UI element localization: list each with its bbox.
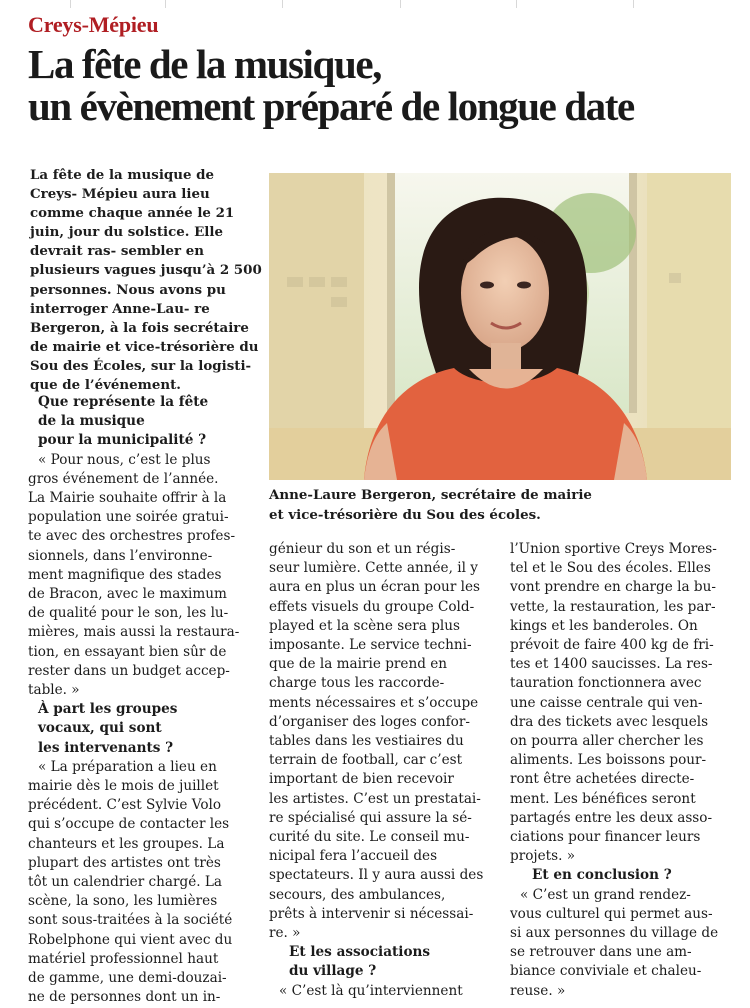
- body-text-line: « C’est là qu’interviennent: [279, 982, 463, 999]
- interview-question-line: À part les groupes: [38, 701, 178, 718]
- body-text-line: vette, la restauration, les par-: [510, 598, 716, 615]
- body-column-1: [28, 393, 253, 1008]
- interview-question-line: pour la municipalité ?: [38, 432, 207, 449]
- body-text-line: projets. »: [510, 848, 576, 865]
- body-text-line: played et la scène sera plus: [269, 617, 460, 634]
- body-text-line: « La préparation a lieu en: [38, 758, 217, 775]
- body-text-line: prévoit de faire 400 kg de fri-: [510, 637, 714, 654]
- body-text-line: kings et les banderoles. On: [510, 617, 698, 634]
- lead-line: jusqu’à 2 500 personnes. Nous: [30, 262, 262, 298]
- body-text-line: se retrouver dans une am-: [510, 944, 692, 961]
- body-text-line: gros événement de l’année.: [28, 470, 219, 487]
- photo-caption: [269, 486, 731, 525]
- body-text-line: tauration fonctionnera avec: [510, 675, 702, 692]
- interview-question-line: du village ?: [289, 963, 377, 980]
- caption-line: et vice-trésorière du Sou des écoles.: [269, 506, 541, 523]
- interview-question-line: Et les associations: [289, 944, 431, 961]
- body-text-line: ciations pour financer leurs: [510, 829, 701, 846]
- body-text-line: précédent. C’est Sylvie Volo: [28, 797, 222, 814]
- lead-line: Sou des Écoles, sur la logisti-: [30, 357, 252, 374]
- body-text-line: on pourra aller chercher les: [510, 733, 704, 750]
- body-text-line: ront être achetées directe-: [510, 771, 695, 788]
- body-text-line: qui s’occupe de contacter les: [28, 816, 230, 833]
- body-text-line: chanteurs et les groupes. La: [28, 835, 225, 852]
- body-text-line: table. »: [28, 682, 80, 699]
- body-text-line: une caisse centrale qui ven-: [510, 694, 703, 711]
- body-text-line: imposante. Le service techni-: [269, 637, 472, 654]
- body-text-line: d’organiser des loges confor-: [269, 713, 470, 730]
- body-text-line: spectateurs. Il y aura aussi des: [269, 867, 484, 884]
- lead-line: avons pu interroger Anne-Lau-: [30, 281, 226, 317]
- interview-question-line: vocaux, qui sont: [38, 720, 162, 737]
- portrait-illustration: [269, 173, 731, 480]
- body-text-line: ment magnifique des stades: [28, 566, 222, 583]
- body-text-line: sont sous-traitées à la société: [28, 912, 233, 929]
- body-text-line: Robelphone qui vient avec du: [28, 931, 233, 948]
- body-text-line: mairie dès le mois de juillet: [28, 778, 219, 795]
- body-text-line: ne de personnes dont un in-: [28, 989, 221, 1006]
- headline-line-2: un évènement préparé de longue date: [28, 83, 634, 129]
- caption-line: Anne-Laure Bergeron, secrétaire de mairie: [269, 487, 592, 503]
- lead-line: de mairie et vice-trésorière du: [30, 338, 259, 355]
- interview-question-line: de la musique: [38, 413, 145, 430]
- section-kicker: Creys-Mépieu: [28, 12, 159, 37]
- body-text-line: effets visuels du groupe Cold-: [269, 598, 475, 615]
- body-text-line: mières, mais aussi la restaura-: [28, 624, 240, 641]
- article-headline: [28, 43, 748, 127]
- body-text-line: de Bracon, avec le maximum: [28, 586, 227, 603]
- body-text-line: te avec des orchestres profes-: [28, 528, 236, 545]
- body-text-line: important de bien recevoir: [269, 771, 454, 788]
- body-text-line: re spécialisé qui assure la sé-: [269, 809, 472, 826]
- body-text-line: de qualité pour le son, les lu-: [28, 605, 229, 622]
- interview-question-line: Et en conclusion ?: [532, 867, 672, 884]
- page-top-rule: [0, 0, 750, 8]
- body-text-line: re. »: [269, 925, 301, 942]
- body-text-line: tôt un calendrier chargé. La: [28, 874, 223, 891]
- body-text-line: les artistes. C’est un prestatai-: [269, 790, 481, 807]
- body-text-line: « C’est un grand rendez-: [520, 886, 691, 903]
- body-text-line: l’Union sportive Creys Mores-: [510, 541, 717, 557]
- body-text-line: dra des tickets avec lesquels: [510, 713, 709, 730]
- body-text-line: prêts à intervenir si nécessai-: [269, 905, 474, 922]
- interview-question-line: les intervenants ?: [38, 739, 174, 756]
- body-text-line: rester dans un budget accep-: [28, 662, 230, 679]
- body-text-line: secours, des ambulances,: [269, 886, 446, 903]
- body-text-line: vont prendre en charge la bu-: [510, 579, 716, 596]
- body-text-line: tion, en essayant bien sûr de: [28, 643, 227, 660]
- lead-line: du solstice. Elle devrait ras-: [30, 224, 223, 260]
- body-text-line: que de la mairie prend en: [269, 656, 448, 673]
- lead-line: chaque année le 21 juin, jour: [30, 205, 235, 241]
- body-column-3: [510, 540, 735, 1001]
- body-text-line: biance conviviale et chaleu-: [510, 963, 702, 980]
- body-text-line: vous culturel qui permet aus-: [510, 905, 713, 922]
- body-text-line: nicipal fera l’accueil des: [269, 848, 438, 865]
- body-text-line: partagés entre les deux asso-: [510, 809, 713, 826]
- body-text-line: plupart des artistes ont très: [28, 854, 221, 871]
- lead-line: re Bergeron, à la fois secrétaire: [30, 300, 249, 336]
- body-text-line: tes et 1400 saucisses. La res-: [510, 656, 713, 673]
- lead-line: La fête de la musique de Creys-: [30, 167, 215, 203]
- body-text-line: aura en plus un écran pour les: [269, 579, 481, 596]
- lead-line: Mépieu aura lieu comme: [30, 186, 210, 222]
- body-text-line: aliments. Les boissons pour-: [510, 752, 707, 769]
- body-text-line: reuse. »: [510, 982, 566, 999]
- body-text-line: « Pour nous, c’est le plus: [38, 451, 211, 468]
- body-text-line: ment. Les bénéfices seront: [510, 790, 696, 807]
- body-text-line: matériel professionnel haut: [28, 950, 219, 967]
- body-text-line: tables dans les vestiaires du: [269, 733, 464, 750]
- body-text-line: tel et le Sou des écoles. Elles: [510, 560, 711, 577]
- article-lead: [30, 166, 262, 395]
- interview-question-line: Que représente la fête: [38, 394, 209, 410]
- body-text-line: sionnels, dans l’environne-: [28, 547, 213, 564]
- lead-line: sembler en plusieurs vagues: [30, 243, 205, 279]
- body-text-line: seur lumière. Cette année, il y: [269, 560, 478, 577]
- body-text-line: ments nécessaires et s’occupe: [269, 694, 479, 711]
- body-text-line: génieur du son et un régis-: [269, 541, 456, 557]
- body-column-2: [269, 540, 494, 1001]
- body-text-line: La Mairie souhaite offrir à la: [28, 490, 227, 507]
- lead-line: que de l’événement.: [30, 377, 181, 394]
- body-text-line: charge tous les raccorde-: [269, 675, 445, 692]
- portrait-photo: [269, 173, 731, 480]
- headline-line-1: La fête de la musique,: [28, 41, 381, 87]
- body-text-line: curité du site. Le conseil mu-: [269, 829, 470, 846]
- body-text-line: si aux personnes du village de: [510, 925, 719, 942]
- body-text-line: terrain de football, car c’est: [269, 752, 463, 769]
- body-text-line: population une soirée gratui-: [28, 509, 229, 526]
- body-text-line: de gamme, une demi-douzai-: [28, 970, 227, 987]
- body-text-line: scène, la sono, les lumières: [28, 893, 218, 910]
